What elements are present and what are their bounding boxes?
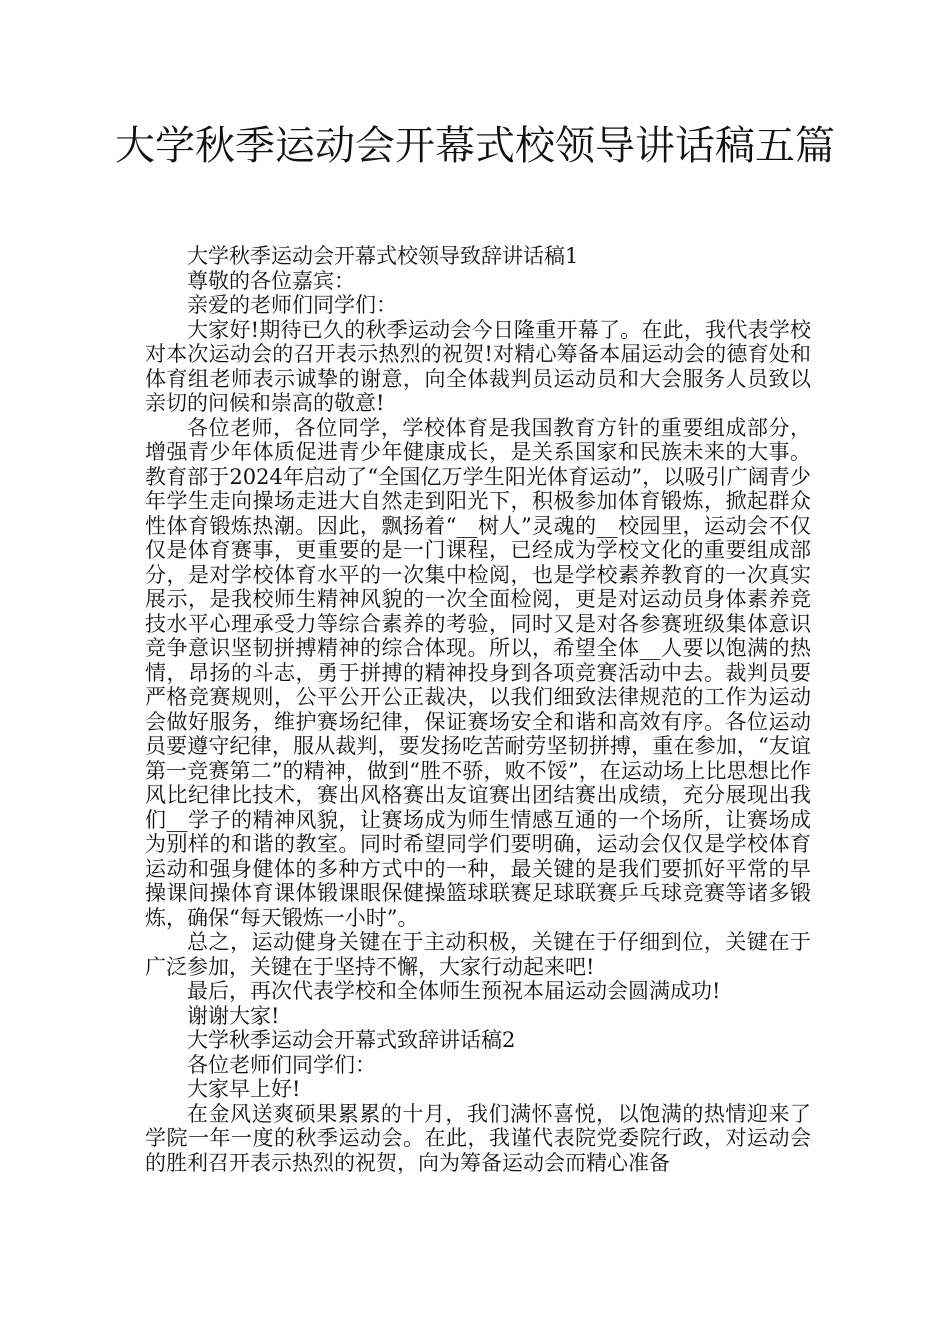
document-body	[145, 244, 811, 1175]
body-paragraph: 在金风送爽硕果累累的十月，我们满怀喜悦，以饱满的热情迎来了学院一年一度的秋季运动会。在此，我谨代表院党委院行政，对运动会的胜利召开表示热烈的祝贺，向为筹备运动会而精心准备	[145, 1101, 811, 1175]
body-paragraph: 大家好!期待已久的秋季运动会今日隆重开幕了。在此，我代表学校对本次运动会的召开表示热烈的祝贺!对精心筹备本届运动会的德育处和体育组老师表示诚挚的谢意，向全体裁判员运动员和大会服务人员致以亲切的问候和崇高的敬意!	[145, 317, 811, 415]
body-paragraph: 最后，再次代表学校和全体师生预祝本届运动会圆满成功!	[187, 979, 721, 1003]
speech-2-heading: 大学秋季运动会开幕式致辞讲话稿2	[187, 1028, 516, 1052]
closing-thanks: 谢谢大家!	[187, 1003, 280, 1028]
salutation-guests: 尊敬的各位嘉宾：	[187, 268, 355, 293]
body-paragraph: 总之，运动健身关键在于主动积极，关键在于仔细到位，关键在于广泛参加，关键在于坚持不懈，大家行动起来吧!	[145, 930, 811, 979]
salutation-teachers-students: 亲爱的老师们同学们：	[187, 293, 397, 317]
greeting: 大家早上好!	[187, 1077, 301, 1101]
salutation-teachers-students: 各位老师们同学们：	[187, 1052, 376, 1077]
speech-1-heading: 大学秋季运动会开幕式校领导致辞讲话稿1	[187, 244, 579, 268]
body-paragraph: 各位老师，各位同学，学校体育是我国教育方针的重要组成部分，增强青少年体质促进青少年健康成长，是关系国家和民族未来的大事。教育部于2024年启动了“全国亿万学生阳光体育运动”，以吸引广阔青少年学生走向操场走进大自然走到阳光下，积极参加体育锻炼，掀起群众性体育锻炼热潮。因此，飘扬着“__树人”灵魂的__校园里，运动会不仅仅是体育赛事，更重要的是一门课程，已经成为学校文化的重要组成部分，是对学校体育水平的一次集中检阅，也是学校素养教育的一次真实展示，是我校师生精神风貌的一次全面检阅，更是对运动员身体素养竞技水平心理承受力等综合素养的考验，同时又是对各参赛班级集体意识竞争意识坚韧拼搏精神的综合体现。所以，希望全体__人要以饱满的热情，昂扬的斗志，勇于拼搏的精神投身到各项竞赛活动中去。裁判员要严格竞赛规则，公平公开公正裁决，以我们细致法律规范的工作为运动会做好服务，维护赛场纪律，保证赛场安全和谐和高效有序。各位运动员要遵守纪律，服从裁判，要发扬吃苦耐劳坚韧拼搏，重在参加，“友谊第一竞赛第二”的精神，做到“胜不骄，败不馁”，在运动场上比思想比作风比纪律比技术，赛出风格赛出友谊赛出团结赛出成绩，充分展现出我们__学子的精神风貌，让赛场成为师生情感互通的一个场所，让赛场成为别样的和谐的教室。同时希望同学们要明确，运动会仅仅是学校体育运动和强身健体的多种方式中的一种，最关键的是我们要抓好平常的早操课间操体育课体锻课眼保健操篮球联赛足球联赛乒乓球竞赛等诸多锻炼，确保“每天锻炼一小时”。	[145, 415, 811, 930]
document-title: 大学秋季运动会开幕式校领导讲话稿五篇	[115, 123, 835, 169]
